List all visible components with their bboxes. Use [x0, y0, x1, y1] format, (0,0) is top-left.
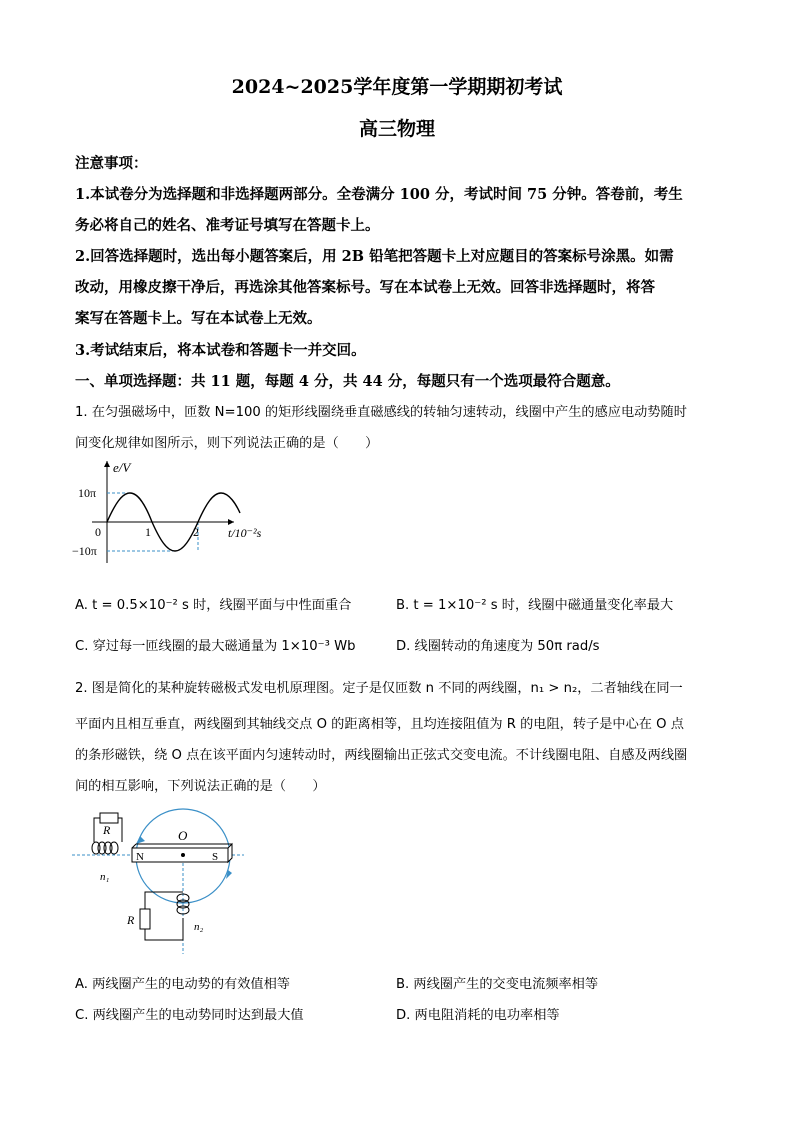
- q1-y-min-label: −10π: [72, 544, 97, 558]
- q2-label-n1: n₁: [100, 871, 110, 883]
- notice-heading: 注意事项：: [75, 155, 148, 172]
- q2-option-d[interactable]: D. 两电阻消耗的电功率相等: [396, 1008, 560, 1023]
- q2-option-a[interactable]: A. 两线圈产生的电动势的有效值相等: [75, 977, 290, 992]
- q2-label-n: N: [136, 851, 144, 863]
- notice-line-2: 务必将自己的姓名、准考证号填写在答题卡上。: [75, 217, 380, 234]
- q1-stem-line-1: 1. 在匀强磁场中，匝数 N=100 的矩形线圈绕垂直磁感线的转轴匀速转动，线圈中产生的感应电动势随时: [75, 405, 687, 420]
- q2-option-c[interactable]: C. 两线圈产生的电动势同时达到最大值: [75, 1008, 304, 1023]
- q2-label-r-top: R: [103, 823, 111, 837]
- notice-line-4: 改动，用橡皮擦干净后，再选涂其他答案标号。写在本试卷上无效。回答非选择题时，将答: [75, 279, 655, 296]
- q2-coil-n1: [92, 842, 118, 854]
- q2-center-dot: [181, 853, 185, 857]
- q1-y-label: e/V: [113, 460, 131, 475]
- q2-label-r-bottom: R: [127, 913, 135, 927]
- section-heading: 一、单项选择题：共 11 题，每题 4 分，共 44 分，每题只有一个选项最符合题意。: [75, 373, 620, 390]
- notice-line-6: 3.考试结束后，将本试卷和答题卡一并交回。: [75, 342, 366, 359]
- q2-option-b[interactable]: B. 两线圈产生的交变电流频率相等: [396, 977, 599, 992]
- q2-label-s: S: [212, 851, 219, 863]
- q1-option-a[interactable]: A. t = 0.5×10⁻² s 时，线圈平面与中性面重合: [75, 598, 352, 613]
- q2-generator-figure: [70, 806, 245, 956]
- q1-option-b[interactable]: B. t = 1×10⁻² s 时，线圈中磁通量变化率最大: [396, 598, 674, 613]
- q1-tick-1: 1: [145, 525, 151, 539]
- q2-resistor-top: [100, 813, 118, 823]
- q1-origin-label: 0: [95, 525, 101, 539]
- q2-stem-line-4: 间的相互影响，下列说法正确的是（ ）: [75, 779, 326, 794]
- q1-option-c[interactable]: C. 穿过每一匝线圈的最大磁通量为 1×10⁻³ Wb: [75, 639, 356, 654]
- q1-option-d[interactable]: D. 线圈转动的角速度为 50π rad/s: [396, 639, 600, 654]
- notice-line-5: 案写在答题卡上。写在本试卷上无效。: [75, 310, 322, 327]
- exam-subject: 高三物理: [358, 118, 435, 140]
- q2-magnet-end: [228, 844, 232, 862]
- q2-stem-line-1: 2. 图是简化的某种旋转磁极式发电机原理图。定子是仅匝数 n 不同的两线圈，n₁ > n₂，二者轴线在同一: [75, 681, 683, 696]
- notice-line-1: 1.本试卷分为选择题和非选择题两部分。全卷满分 100 分，考试时间 75 分钟。答卷前，考生: [75, 186, 683, 203]
- q2-label-n2: n₂: [194, 921, 204, 933]
- q2-rotation-arrow-top: [136, 836, 145, 844]
- q1-stem-line-2: 间变化规律如图所示，则下列说法正确的是（ ）: [75, 436, 379, 451]
- q1-y-max-label: 10π: [78, 486, 97, 500]
- q1-x-label: t/10⁻²s: [228, 526, 262, 540]
- q2-stem-line-2: 平面内且相互垂直，两线圈到其轴线交点 O 的距离相等，且均连接阻值为 R 的电阻，转子是中心在 O 点: [75, 717, 684, 732]
- q2-label-o: O: [178, 828, 188, 843]
- q1-tick-2: 2: [193, 525, 199, 539]
- exam-title: 2024~2025学年度第一学期期初考试: [231, 76, 563, 98]
- q1-emf-graph: [70, 455, 285, 570]
- q2-stem-line-3: 的条形磁铁，绕 O 点在该平面内匀速转动时，两线圈输出正弦式交变电流。不计线圈电阻、自感及两线圈: [75, 748, 688, 763]
- notice-line-3: 2.回答选择题时，选出每小题答案后，用 2B 铅笔把答题卡上对应题目的答案标号涂黑。如需: [75, 248, 674, 265]
- q2-resistor-bottom: [140, 909, 150, 929]
